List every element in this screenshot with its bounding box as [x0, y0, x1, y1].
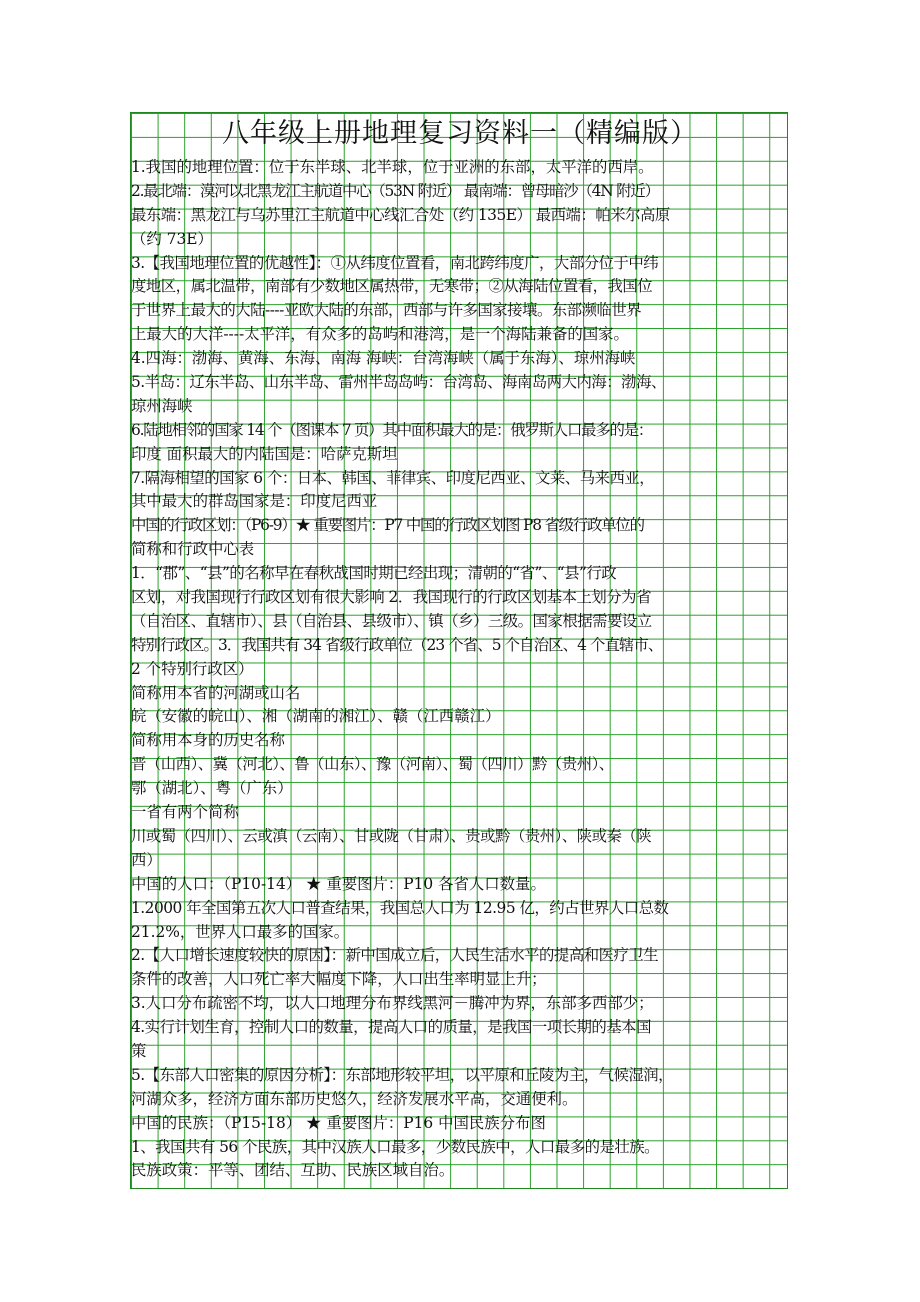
text-line: 简称和行政中心表	[131, 540, 255, 559]
text-line: 3.人口分布疏密不均，以人口地理分布界线黑河－腾冲为界，东部多西部少；	[131, 994, 654, 1013]
text-line: 条件的改善，人口死亡率大幅度下降，人口出生率明显上升；	[131, 970, 547, 989]
text-line: 西）	[131, 850, 162, 869]
text-line: 中国的民族：（P15-18） ★ 重要图片：P16 中国民族分布图	[131, 1113, 546, 1132]
text-line: 5.半岛：辽东半岛、山东半岛、雷州半岛岛屿：台湾岛、海南岛两大内海：渤海、	[131, 373, 666, 392]
text-line: 1.2000 年全国第五次人口普查结果，我国总人口为 12.95 亿，约占世界人口总数	[131, 898, 669, 917]
text-line: 度地区，属北温带，南部有少数地区属热带，无寒带；②从海陆位置看，我国位	[131, 277, 653, 296]
text-line: 晋（山西）、冀（河北）、鲁（山东）、豫（河南）、蜀（四川）黔（贵州）、	[131, 755, 614, 774]
text-line: 3.【我国地理位置的优越性】：①从纬度位置看，南北跨纬度广，大部分位于中纬	[131, 253, 659, 272]
text-line: 民族政策：平等、团结、互助、民族区域自治。	[131, 1161, 455, 1180]
text-line: 1.我国的地理位置：位于东半球、北半球，位于亚洲的东部，太平洋的西岸。	[131, 158, 654, 176]
text-line: 策	[131, 1041, 147, 1060]
text-line: 1、我国共有 56 个民族，其中汉族人口最多，少数民族中，人口最多的是壮族。	[131, 1137, 660, 1156]
text-line: 简称用本省的河湖或山名	[131, 683, 301, 702]
text-line: 其中最大的群岛国家是：印度尼西亚	[131, 492, 378, 511]
text-line: 川或蜀（四川）、云或滇（云南）、甘或陇（甘肃）、贵或黔（贵州）、陕或秦（陕	[131, 826, 652, 845]
text-line: 中国的行政区划：（P6-9）★ 重要图片：P7 中国的行政区划图 P8 省级行政单位的	[131, 516, 644, 535]
text-line: 2.最北端：漠河以北黑龙江主航道中心（53N 附近） 最南端：曾母暗沙（4N 附近）	[131, 181, 659, 200]
text-line: 河湖众多，经济方面东部历史悠久，经济发展水平高，交通便利。	[131, 1089, 578, 1108]
text-line: 简称用本身的历史名称	[131, 731, 285, 750]
text-line: 上最大的大洋----太平洋，有众多的岛屿和港湾，是一个海陆兼备的国家。	[131, 325, 629, 344]
text-line: 最东端：黑龙江与乌苏里江主航道中心线汇合处（约 135E） 最西端：帕米尔高原	[131, 205, 670, 224]
text-line: 中国的人口：（P10-14） ★ 重要图片：P10 各省人口数量。	[131, 874, 546, 893]
text-line: 1．“郡”、“县”的名称早在春秋战国时期已经出现；清朝的“省”、“县”行政	[131, 564, 617, 583]
document-body	[131, 112, 789, 1183]
text-line: 21.2%，世界人口最多的国家。	[131, 922, 350, 941]
text-line: 5.【东部人口密集的原因分析】：东部地形较平坦，以平原和丘陵为主，气候湿润，	[131, 1065, 674, 1084]
text-line: 特别行政区。3．我国共有 34 省级行政单位（23 个省、5 个自治区、4 个直辖市、	[131, 635, 663, 654]
text-line: 于世界上最大的大陆----亚欧大陆的东部，西部与许多国家接壤。东部濒临世界	[131, 301, 642, 320]
text-line: 印度 面积最大的内陆国是：哈萨克斯坦	[131, 444, 398, 463]
document-title: 八年级上册地理复习资料一（精编版）	[222, 118, 698, 149]
text-line: 4.四海：渤海、黄海、东海、南海 海峡：台湾海峡（属于东海）、琼州海峡	[131, 349, 636, 368]
text-line: 4.实行计划生育，控制人口的数量，提高人口的质量，是我国一项长期的基本国	[131, 1018, 651, 1037]
text-line: 区划，对我国现行行政区划有很大影响 2．我国现行的行政区划基本上划分为省	[131, 588, 651, 607]
text-line: 一省有两个简称	[131, 803, 239, 822]
text-line: 2.【人口增长速度较快的原因】：新中国成立后，人民生活水平的提高和医疗卫生	[131, 946, 659, 965]
text-line: 鄂（湖北）、粤（广东）	[131, 779, 293, 798]
text-line: （自治区、直辖市）、县（自治县、县级市）、镇（乡）三级。国家根据需要设立	[131, 611, 652, 630]
text-line: 6.陆地相邻的国家 14 个（图课本 7 页）其中面积最大的是：俄罗斯人口最多的是：	[131, 420, 653, 439]
text-line: 7.隔海相望的国家 6 个：日本、韩国、菲律宾、印度尼西亚、文莱、马来西亚，	[131, 468, 655, 487]
text-line: 2 个特别行政区）	[131, 659, 254, 678]
text-line: （约 73E）	[131, 229, 213, 248]
text-line: 琼州海峡	[131, 396, 193, 415]
text-line: 皖（安徽的皖山）、湘（湖南的湘江）、赣（江西赣江）	[131, 707, 501, 726]
